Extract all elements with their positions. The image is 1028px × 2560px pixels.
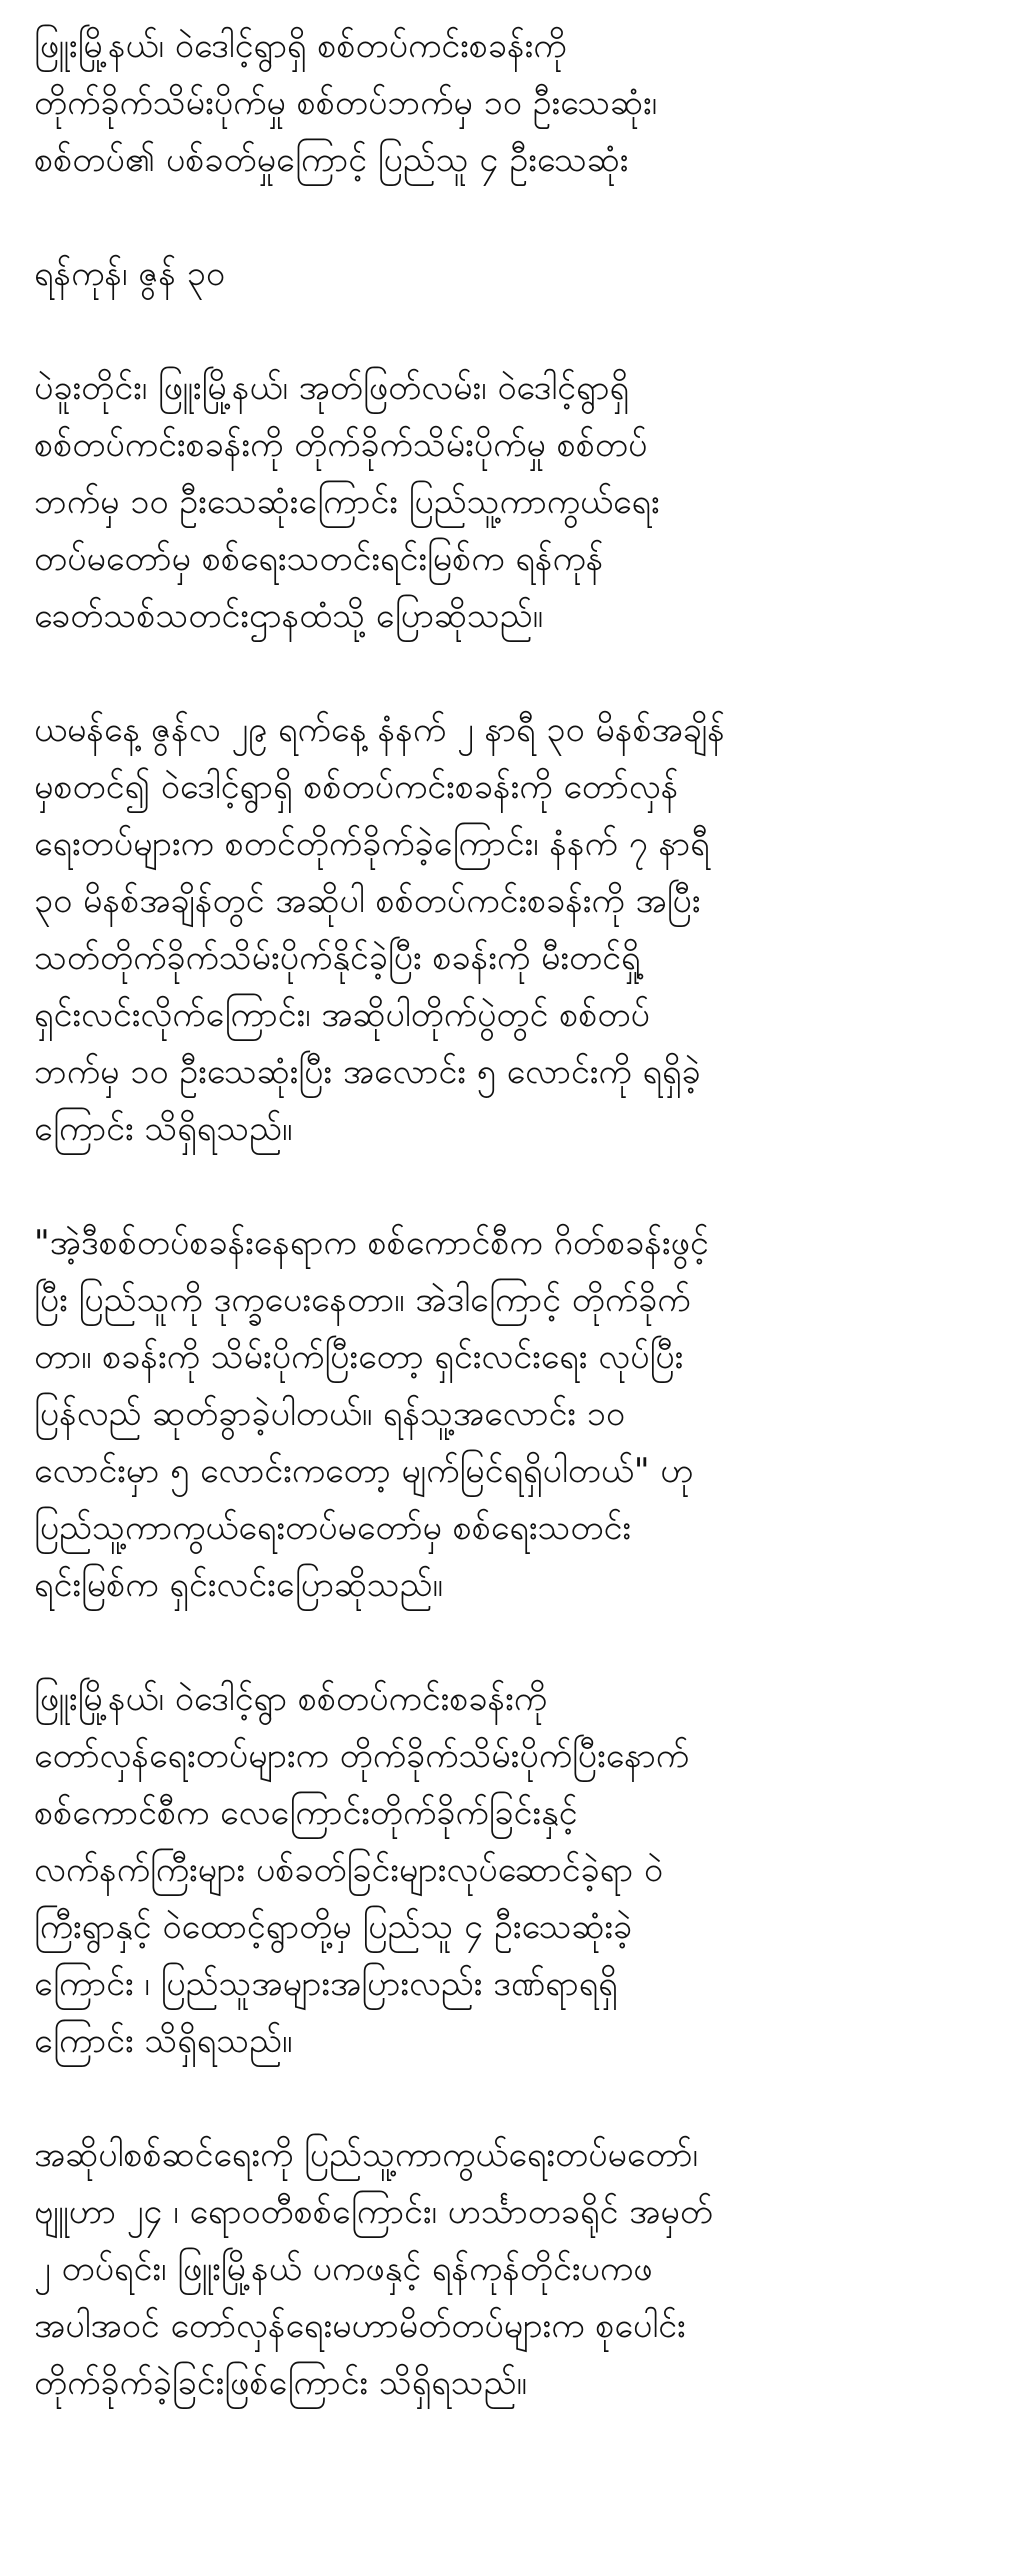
text-line: တာ။ စခန်းကို သိမ်းပိုက်ပြီးတော့ ရှင်းလင်းရေး လုပ်ပြီး [34,1337,684,1377]
paragraph-2 [34,702,994,1158]
text-line: ဗျူဟာ ၂၄ ၊ ရောဝတီစစ်ကြောင်း၊ ဟင်္သာတခရိုင် အမှတ် [34,2192,713,2232]
text-line: စစ်တပ်၏ ပစ်ခတ်မှုကြောင့် ပြည်သူ ၄ ဦးသေဆုံး [34,140,629,180]
text-line: ဘက်မှ ၁၀ ဦးသေဆုံးကြောင်း ပြည်သူ့ကာကွယ်ရေး [34,482,660,522]
text-line: ရေးတပ်များက စတင်တိုက်ခိုက်ခဲ့ကြောင်း၊ နံနက် ၇ နာရီ [34,824,710,864]
text-line: ယမန်နေ့ ဇွန်လ ၂၉ ရက်နေ့ နံနက် ၂ နာရီ ၃၀ မိနစ်အချိန် [34,710,725,750]
text-line: ပြန်လည် ဆုတ်ခွာခဲ့ပါတယ်။ ရန်သူ့အလောင်း ၁၀ [34,1394,625,1434]
paragraph-1 [34,360,994,645]
text-line: ရှင်းလင်းလိုက်ကြောင်း၊ အဆိုပါတိုက်ပွဲတွင် စစ်တပ် [34,995,650,1035]
text-line: "အဲ့ဒီစစ်တပ်စခန်းနေရာက စစ်ကောင်စီက ဂိတ်စခန်းဖွင့် [34,1223,709,1263]
text-line: လောင်းမှာ ၅ လောင်းကတော့ မျက်မြင်ရရှိပါတယ်" ဟု [34,1451,694,1491]
text-line: လက်နက်ကြီးများ ပစ်ခတ်ခြင်းများလုပ်ဆောင်ခဲ့ရာ ဝဲ [34,1850,663,1890]
text-line: သတ်တိုက်ခိုက်သိမ်းပိုက်နိုင်ခဲ့ပြီး စခန်းကို မီးတင်ရှို့ [34,938,641,978]
dateline [34,246,994,303]
text-line: ကြီးရွာနှင့် ဝဲထောင့်ရွာတို့မှ ပြည်သူ ၄ ဦးသေဆုံးခဲ့ [34,1907,633,1947]
text-line: အဆိုပါစစ်ဆင်ရေးကို ပြည်သူ့ကာကွယ်ရေးတပ်မတော်၊ [34,2135,698,2175]
text-line: တိုက်ခိုက်ခဲ့ခြင်းဖြစ်ကြောင်း သိရှိရသည်။ [34,2363,527,2403]
text-line: ၂ တပ်ရင်း၊ ဖြူးမြို့နယ် ပကဖနှင့် ရန်ကုန်တိုင်းပကဖ [34,2249,653,2289]
text-line: ကြောင်း သိရှိရသည်။ [34,1109,293,1149]
text-line: မှစတင်၍ ဝဲဒေါင့်ရွာရှိ စစ်တပ်ကင်းစခန်းကို တော်လှန် [34,767,679,807]
text-line: ပြီး ပြည်သူကို ဒုက္ခပေးနေတာ။ အဲဒါကြောင့် တိုက်ခိုက် [34,1280,691,1320]
text-line: ၃၀ မိနစ်အချိန်တွင် အဆိုပါ စစ်တပ်ကင်းစခန်းကို အပြီး [34,881,701,921]
text-line: တော်လှန်ရေးတပ်များက တိုက်ခိုက်သိမ်းပိုက်ပြီးနောက် [34,1736,690,1776]
text-line: ပြည်သူ့ကာကွယ်ရေးတပ်မတော်မှ စစ်ရေးသတင်း [34,1508,632,1548]
news-article [34,18,994,2412]
text-line: ဖြူးမြို့နယ်၊ ဝဲဒေါင့်ရွာရှိ စစ်တပ်ကင်းစခန်းကို [34,26,567,66]
text-line: စစ်ကောင်စီက လေကြောင်းတိုက်ခိုက်ခြင်းနှင့် [34,1793,578,1833]
paragraph-5 [34,2127,994,2412]
paragraph-4 [34,1671,994,2070]
text-line: စစ်တပ်ကင်းစခန်းကို တိုက်ခိုက်သိမ်းပိုက်မှု စစ်တပ် [34,425,648,465]
text-line: ကြောင်း ၊ ပြည်သူအများအပြားလည်း ဒဏ်ရာရရှိ [34,1964,618,2004]
text-line: ကြောင်း သိရှိရသည်။ [34,2021,293,2061]
text-line: တိုက်ခိုက်သိမ်းပိုက်မှု စစ်တပ်ဘက်မှ ၁၀ ဦးသေဆုံး၊ [34,83,658,123]
text-line: အပါအဝင် တော်လှန်ရေးမဟာမိတ်တပ်များက စုပေါင်း [34,2306,686,2346]
text-line: တပ်မတော်မှ စစ်ရေးသတင်းရင်းမြစ်က ရန်ကုန် [34,539,604,579]
paragraph-3-quote [34,1215,994,1614]
text-line: ဖြူးမြို့နယ်၊ ဝဲဒေါင့်ရွာ စစ်တပ်ကင်းစခန်းကို [34,1679,547,1719]
text-line: ရင်းမြစ်က ရှင်းလင်းပြောဆိုသည်။ [34,1565,443,1605]
text-line: ခေတ်သစ်သတင်းဌာနထံသို့ ပြောဆိုသည်။ [34,596,543,636]
headline [34,18,994,189]
text-line: ရန်ကုန်၊ ဇွန် ၃၀ [34,254,226,294]
text-line: ဘက်မှ ၁၀ ဦးသေဆုံးပြီး အလောင်း ၅ လောင်းကို ရရှိခဲ့ [34,1052,701,1092]
text-line: ပဲခူးတိုင်း၊ ဖြူးမြို့နယ်၊ အုတ်ဖြတ်လမ်း၊ ဝဲဒေါင့်ရွာရှိ [34,368,630,408]
